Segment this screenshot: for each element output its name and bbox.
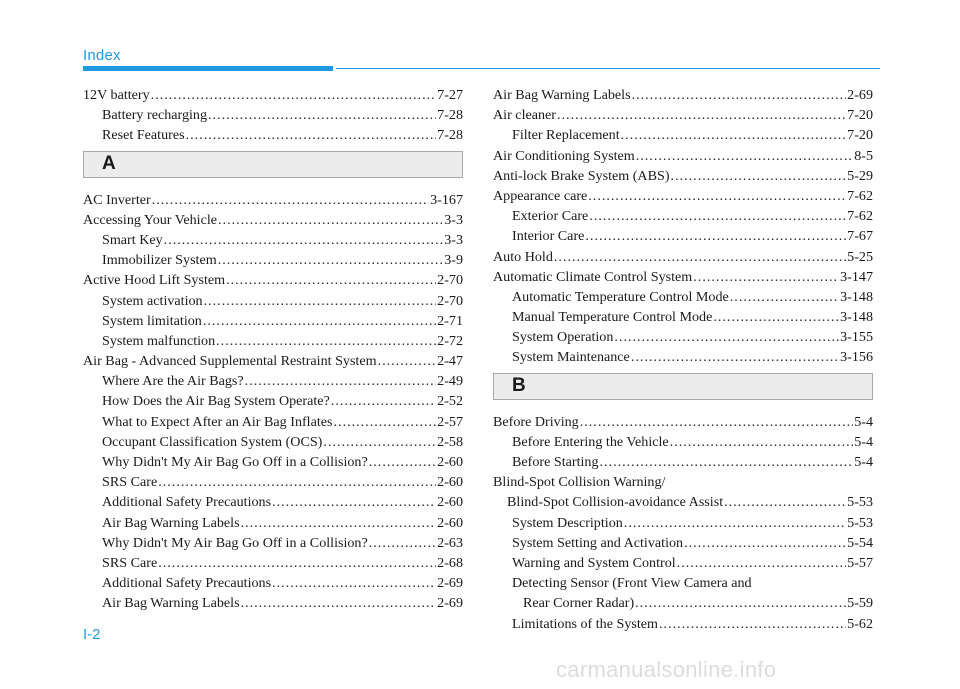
entry-term: Filter Replacement	[512, 127, 620, 144]
entry-page: 5-4	[854, 454, 873, 470]
entry-term: Before Driving	[493, 413, 579, 430]
entry-term: Detecting Sensor (Front View Camera and	[512, 575, 752, 592]
entry-page: 3-3	[444, 231, 463, 248]
entry-term: Accessing Your Vehicle	[83, 211, 218, 228]
entry-page: 2-69	[437, 575, 463, 592]
entry-page: 5-53	[847, 494, 873, 511]
leader-dots	[600, 452, 854, 472]
leader-dots	[730, 287, 839, 307]
entry-term: System Maintenance	[512, 349, 630, 366]
entry-term: Anti-lock Brake System (ABS)	[493, 167, 670, 184]
leader-dots	[331, 391, 436, 411]
entry-term: Air Bag Warning Labels	[102, 514, 240, 531]
entry-term: Battery recharging	[102, 107, 208, 124]
index-entry	[83, 412, 463, 432]
entry-term: Interior Care	[512, 228, 585, 245]
entry-term: Additional Safety Precautions	[102, 494, 272, 511]
entry-term: Warning and System Control	[512, 554, 676, 571]
entry-page: 5-62	[847, 615, 873, 632]
entry-page: 3-148	[840, 288, 873, 305]
entry-term: Occupant Classification System (OCS)	[102, 433, 323, 450]
leader-dots	[241, 513, 437, 533]
index-entry	[83, 472, 463, 492]
entry-page: 5-25	[847, 248, 873, 265]
entry-term: Automatic Temperature Control Mode	[512, 288, 729, 305]
entry-term: System activation	[102, 292, 203, 309]
leader-dots	[614, 327, 839, 347]
entry-term: Where Are the Air Bags?	[102, 373, 244, 390]
entry-page: 2-63	[437, 534, 463, 551]
index-entry	[493, 85, 873, 105]
entry-term: How Does the Air Bag System Operate?	[102, 393, 330, 410]
leader-dots	[218, 210, 443, 230]
entry-page: 5-57	[847, 554, 873, 571]
index-entry	[493, 166, 873, 186]
entry-page: 2-47	[437, 353, 463, 370]
leader-dots	[164, 230, 444, 250]
leader-dots	[272, 492, 436, 512]
left-column	[83, 85, 463, 614]
entry-term: AC Inverter	[83, 191, 151, 208]
leader-dots	[684, 533, 846, 553]
entry-page: 3-156	[840, 349, 873, 366]
leader-dots	[369, 533, 436, 553]
leader-dots	[241, 593, 437, 613]
entry-term: Reset Features	[102, 127, 185, 144]
index-entry	[83, 492, 463, 512]
entry-term: Immobilizer System	[102, 252, 217, 269]
index-entry	[493, 206, 873, 226]
leader-dots	[204, 291, 437, 311]
entry-page: 2-57	[437, 413, 463, 430]
index-entry	[83, 432, 463, 452]
leader-dots	[208, 105, 436, 125]
leader-dots	[580, 412, 853, 432]
entry-page: 2-72	[437, 332, 463, 349]
index-entry	[493, 327, 873, 347]
index-entry	[83, 391, 463, 411]
entry-term: 12V battery	[83, 87, 150, 103]
index-entry	[493, 247, 873, 267]
entry-term: Why Didn't My Air Bag Go Off in a Collision?	[102, 534, 368, 551]
index-entry	[83, 190, 463, 210]
entry-page: 7-67	[847, 228, 873, 245]
entry-term: System Description	[512, 514, 623, 531]
leader-dots	[218, 250, 444, 270]
entry-page: 7-28	[437, 107, 463, 124]
entry-page: 3-155	[840, 329, 873, 346]
index-entry	[493, 307, 873, 327]
index-entry	[493, 267, 873, 287]
section-letter: A	[102, 152, 116, 174]
entry-page: 2-60	[437, 514, 463, 531]
leader-dots	[323, 432, 436, 452]
entry-page: 2-58	[437, 433, 463, 450]
index-entry	[83, 513, 463, 533]
entry-term: SRS Care	[102, 554, 158, 571]
entry-term: Appearance care	[493, 187, 588, 204]
index-entry	[493, 553, 873, 573]
leader-dots	[670, 432, 854, 452]
entry-page: 2-69	[847, 87, 873, 103]
entry-page: 2-60	[437, 474, 463, 491]
right-section-entries	[493, 412, 873, 634]
index-entry	[493, 593, 873, 613]
leader-dots	[158, 553, 436, 573]
entry-term: Exterior Care	[512, 208, 589, 225]
index-entry	[83, 311, 463, 331]
entry-term: Additional Safety Precautions	[102, 575, 272, 592]
index-entry	[83, 553, 463, 573]
index-entry	[83, 105, 463, 125]
index-entry	[83, 573, 463, 593]
entry-page: 5-4	[854, 433, 873, 450]
leader-dots	[378, 351, 437, 371]
right-column	[493, 85, 873, 634]
index-entry	[493, 347, 873, 367]
index-entry	[493, 472, 873, 492]
index-entry	[493, 226, 873, 246]
entry-page: 2-68	[437, 554, 463, 571]
entry-page: 3-9	[444, 252, 463, 269]
leader-dots	[588, 186, 846, 206]
leader-dots	[245, 371, 436, 391]
leader-dots	[677, 553, 846, 573]
index-entry	[83, 371, 463, 391]
entry-page: 7-62	[847, 208, 873, 225]
index-entry	[83, 250, 463, 270]
leader-dots	[589, 206, 846, 226]
index-entry	[83, 291, 463, 311]
right-top-entries	[493, 85, 873, 368]
entry-term: Limitations of the System	[512, 615, 659, 632]
index-entry	[83, 85, 463, 105]
entry-term: Manual Temperature Control Mode	[512, 309, 713, 326]
entry-term: System malfunction	[102, 332, 216, 349]
entry-term: Air Bag Warning Labels	[102, 595, 240, 612]
entry-term: Smart Key	[102, 231, 163, 248]
entry-term: SRS Care	[102, 474, 158, 491]
index-entry	[493, 432, 873, 452]
index-entry	[493, 452, 873, 472]
entry-page: 2-71	[437, 312, 463, 329]
entry-page: 2-60	[437, 494, 463, 511]
entry-page: 3-3	[444, 211, 463, 228]
entry-term: Automatic Climate Control System	[493, 268, 693, 285]
entry-page: 5-54	[847, 534, 873, 551]
index-entry	[493, 533, 873, 553]
entry-term: Air Bag - Advanced Supplemental Restraint System	[83, 353, 377, 370]
entry-term: Why Didn't My Air Bag Go Off in a Collision?	[102, 454, 368, 470]
entry-term: Before Starting	[512, 454, 599, 470]
entry-term: Air cleaner	[493, 107, 556, 124]
entry-term: What to Expect After an Air Bag Inflates	[102, 413, 333, 430]
leader-dots	[635, 593, 846, 613]
entry-page: 7-20	[847, 127, 873, 144]
entry-term: Active Hood Lift System	[83, 272, 226, 289]
leader-dots	[369, 452, 436, 472]
index-entry	[493, 513, 873, 533]
entry-page: 5-53	[847, 514, 873, 531]
leader-dots	[659, 614, 846, 634]
left-section-entries	[83, 190, 463, 614]
index-entry	[493, 186, 873, 206]
index-entry	[83, 230, 463, 250]
entry-term: System Setting and Activation	[512, 534, 684, 551]
entry-page: 2-70	[437, 272, 463, 289]
entry-page: 7-27	[437, 87, 463, 103]
entry-term: Rear Corner Radar)	[523, 595, 635, 612]
entry-page: 5-59	[847, 595, 873, 612]
leader-dots	[557, 105, 846, 125]
leader-dots	[636, 146, 853, 166]
index-entry	[83, 210, 463, 230]
leader-dots	[631, 347, 839, 367]
index-entry	[83, 351, 463, 371]
index-entry	[83, 331, 463, 351]
entry-page: 7-28	[437, 127, 463, 144]
index-entry	[493, 412, 873, 432]
entry-term: Blind-Spot Collision-avoidance Assist	[507, 494, 724, 511]
leader-dots	[158, 472, 436, 492]
index-entry	[83, 270, 463, 290]
entry-term: System limitation	[102, 312, 202, 329]
leader-dots	[671, 166, 847, 186]
index-entry	[493, 287, 873, 307]
index-entry	[493, 614, 873, 634]
leader-dots	[216, 331, 436, 351]
index-entry	[493, 105, 873, 125]
section-header-b	[493, 373, 873, 400]
entry-term: Blind-Spot Collision Warning/	[493, 474, 666, 491]
leader-dots	[724, 492, 846, 512]
index-entry	[83, 125, 463, 145]
entry-page: 7-62	[847, 187, 873, 204]
leader-dots	[152, 190, 429, 210]
entry-page: 2-49	[437, 373, 463, 390]
index-entry	[493, 125, 873, 145]
section-letter: B	[512, 374, 526, 396]
header-rule-thin	[336, 68, 880, 69]
entry-page: 7-20	[847, 107, 873, 124]
index-entry	[83, 593, 463, 613]
section-header-a	[83, 151, 463, 178]
watermark: carmanualsonline.info	[556, 657, 777, 682]
leader-dots	[632, 85, 847, 105]
leader-dots	[151, 85, 436, 105]
entry-page: 3-167	[430, 191, 463, 208]
entry-page: 8-5	[854, 147, 873, 164]
leader-dots	[334, 412, 437, 432]
page-number: I-2	[83, 626, 101, 643]
leader-dots	[585, 226, 846, 246]
leader-dots	[272, 573, 436, 593]
entry-page: 3-148	[840, 309, 873, 326]
entry-page: 2-70	[437, 292, 463, 309]
leader-dots	[226, 270, 436, 290]
entry-page: 2-52	[437, 393, 463, 410]
entry-term: Before Entering the Vehicle	[512, 433, 669, 450]
entry-term: Auto Hold	[493, 248, 553, 265]
index-entry	[493, 492, 873, 512]
entry-page: 2-60	[437, 454, 463, 470]
leader-dots	[713, 307, 839, 327]
entry-page: 2-69	[437, 595, 463, 612]
leader-dots	[203, 311, 436, 331]
entry-page: 5-4	[854, 413, 873, 430]
header-rule-thick	[83, 66, 333, 71]
entry-term: Air Conditioning System	[493, 147, 635, 164]
index-header-title: Index	[83, 47, 121, 64]
index-entry	[83, 452, 463, 472]
left-top-entries	[83, 85, 463, 146]
index-entry	[493, 146, 873, 166]
entry-page: 5-29	[847, 167, 873, 184]
leader-dots	[693, 267, 839, 287]
index-entry	[493, 573, 873, 593]
leader-dots	[624, 513, 846, 533]
index-entry	[83, 533, 463, 553]
entry-term: Air Bag Warning Labels	[493, 87, 631, 103]
entry-page: 3-147	[840, 268, 873, 285]
leader-dots	[186, 125, 437, 145]
leader-dots	[554, 247, 846, 267]
entry-term: System Operation	[512, 329, 614, 346]
leader-dots	[621, 125, 847, 145]
